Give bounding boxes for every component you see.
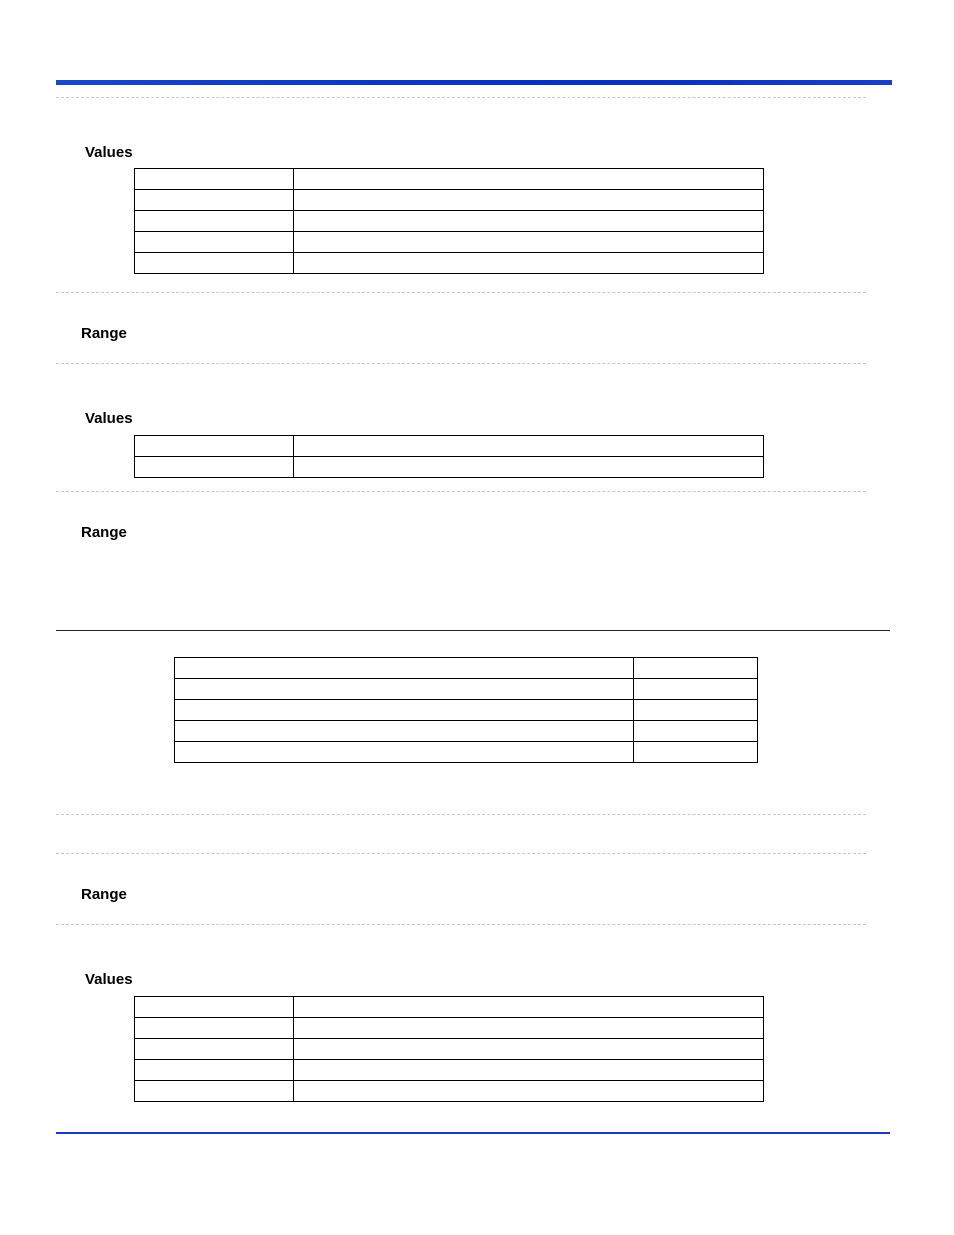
table-cell	[634, 658, 758, 679]
table-cell	[294, 436, 764, 457]
footer-rule	[56, 1132, 890, 1134]
table-cell	[135, 211, 294, 232]
table-row	[135, 211, 764, 232]
table-row	[135, 436, 764, 457]
table-cell	[294, 1060, 764, 1081]
table-cell	[294, 190, 764, 211]
table-cell	[135, 1060, 294, 1081]
table-cell	[634, 721, 758, 742]
dashed-separator	[56, 814, 866, 815]
table-cell	[135, 457, 294, 478]
dashed-separator	[56, 292, 866, 293]
table-cell	[135, 1018, 294, 1039]
table-row	[175, 700, 758, 721]
table-cell	[135, 169, 294, 190]
dashed-separator	[56, 363, 866, 364]
table-cell	[135, 1039, 294, 1060]
table-row	[175, 721, 758, 742]
table-row	[175, 679, 758, 700]
dashed-separator	[56, 491, 866, 492]
table-cell	[294, 253, 764, 274]
dashed-separator	[56, 97, 866, 98]
table-row	[135, 253, 764, 274]
header-rule	[56, 80, 892, 85]
range-heading: Range	[81, 524, 127, 541]
table-cell	[294, 1081, 764, 1102]
values-table-2	[134, 435, 764, 478]
table-cell	[294, 1018, 764, 1039]
table-cell	[135, 253, 294, 274]
range-heading: Range	[81, 886, 127, 903]
table-cell	[175, 742, 634, 763]
table-cell	[175, 721, 634, 742]
table-row	[135, 169, 764, 190]
table-row	[175, 742, 758, 763]
values-table-3	[134, 996, 764, 1102]
range-heading: Range	[81, 325, 127, 342]
values-heading: Values	[85, 144, 133, 161]
table-cell	[135, 232, 294, 253]
dashed-separator	[56, 924, 866, 925]
summary-table	[174, 657, 758, 763]
table-row	[135, 190, 764, 211]
table-row	[135, 232, 764, 253]
values-table-1	[134, 168, 764, 274]
table-row	[135, 997, 764, 1018]
table-cell	[634, 742, 758, 763]
table-cell	[294, 997, 764, 1018]
table-cell	[135, 997, 294, 1018]
table-cell	[175, 658, 634, 679]
table-cell	[634, 679, 758, 700]
table-row	[135, 457, 764, 478]
table-cell	[634, 700, 758, 721]
table-cell	[175, 679, 634, 700]
table-cell	[294, 211, 764, 232]
dashed-separator	[56, 853, 866, 854]
table-cell	[294, 169, 764, 190]
table-cell	[135, 436, 294, 457]
table-cell	[135, 1081, 294, 1102]
section-divider	[56, 630, 890, 631]
table-cell	[294, 457, 764, 478]
table-row	[135, 1081, 764, 1102]
values-heading: Values	[85, 410, 133, 427]
table-row	[135, 1018, 764, 1039]
values-heading: Values	[85, 971, 133, 988]
table-row	[135, 1060, 764, 1081]
table-row	[175, 658, 758, 679]
table-cell	[294, 1039, 764, 1060]
table-cell	[294, 232, 764, 253]
table-cell	[175, 700, 634, 721]
table-row	[135, 1039, 764, 1060]
table-cell	[135, 190, 294, 211]
